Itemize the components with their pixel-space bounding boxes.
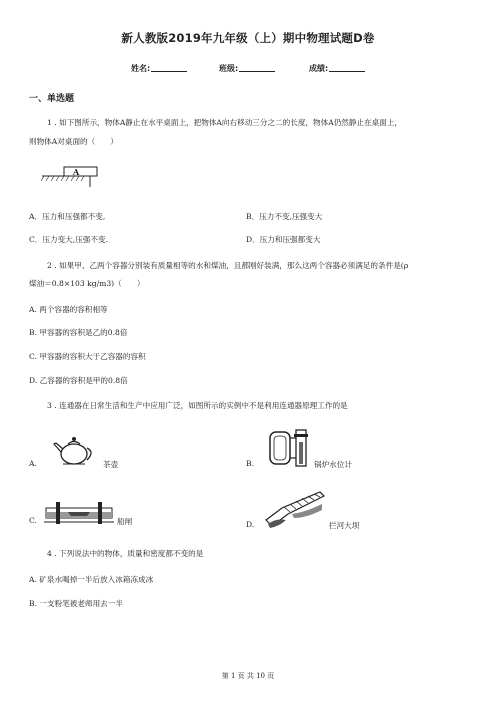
q3-option-c-caption: 船闸: [117, 517, 133, 526]
q1-option-d[interactable]: D．压力和压强都变大: [246, 235, 321, 244]
ship-lock-icon: [44, 500, 114, 526]
q4-option-b[interactable]: B. 一支粉笔被老师用去一半: [29, 599, 123, 608]
question-1-line2: 则物体A对桌面的（ ）: [29, 137, 119, 146]
q3-option-d-caption: 拦河大坝: [329, 521, 360, 530]
question-1-stem: [47, 115, 477, 131]
question-1-line1: 1 . 如下图所示，物体A静止在水平桌面上，把物体A向右移动三分之二的长度，物体A仍然静止在桌面上，: [47, 118, 403, 127]
class-blank: [239, 63, 275, 72]
name-field: [131, 63, 187, 74]
q2-option-a[interactable]: A. 两个容器的容积相等: [29, 305, 108, 314]
score-label: 成绩:: [309, 64, 329, 73]
q1-option-a[interactable]: A．压力和压强都不变,: [29, 212, 106, 221]
class-label: 班级:: [219, 64, 239, 73]
q3-option-d-letter[interactable]: D.: [246, 520, 255, 529]
name-label: 姓名:: [131, 64, 151, 73]
q3-option-a-caption: 茶壶: [103, 460, 119, 469]
q3-option-b-caption: 锅炉水位计: [314, 460, 352, 469]
page-footer: 第 1 页 共 10 页: [221, 672, 275, 680]
name-blank: [151, 63, 187, 72]
document-title: 新人教版2019年九年级（上）期中物理试题D卷: [121, 31, 375, 45]
q3-option-a-letter[interactable]: A.: [29, 459, 37, 468]
q4-option-a[interactable]: A. 矿泉水喝掉一半后放入冰箱冻成冰: [29, 575, 154, 584]
score-blank: [329, 63, 365, 72]
table-block-figure: [40, 165, 100, 187]
q2-option-c[interactable]: C. 甲容器的容积大于乙容器的容积: [29, 352, 146, 361]
q1-option-c[interactable]: C．压力变大,压强不变.: [29, 235, 108, 244]
q2-option-b[interactable]: B. 甲容器的容积是乙的0.8倍: [29, 328, 128, 337]
question-4-stem: 4 . 下列说法中的物体，质量和密度都不变的是: [47, 549, 204, 558]
teapot-icon: [52, 430, 96, 468]
section-heading: 一、单选题: [29, 94, 75, 104]
question-3-stem: 3 . 连通器在日常生活和生产中应用广泛，如图所示的实例中不是利用连通器原理工作的是: [47, 401, 348, 410]
q1-option-b[interactable]: B．压力不变,压强变大: [246, 212, 323, 221]
score-field: [309, 63, 365, 74]
question-2-line1: 2 . 如果甲、乙两个容器分别装有质量相等的水和煤油，且都刚好装满，那么这两个容器必须满足的条件是(ρ: [47, 261, 409, 270]
block-label: A: [73, 167, 80, 177]
question-2-line2: 煤油＝0.8×103 kg/m3)（ ）: [29, 279, 145, 288]
class-field: [219, 63, 275, 74]
q3-option-b-letter[interactable]: B.: [246, 459, 254, 468]
q2-option-d[interactable]: D. 乙容器的容积是甲的0.8倍: [29, 376, 128, 385]
dam-icon: [262, 490, 328, 530]
q3-option-c-letter[interactable]: C.: [29, 516, 37, 525]
boiler-gauge-icon: [268, 428, 310, 470]
